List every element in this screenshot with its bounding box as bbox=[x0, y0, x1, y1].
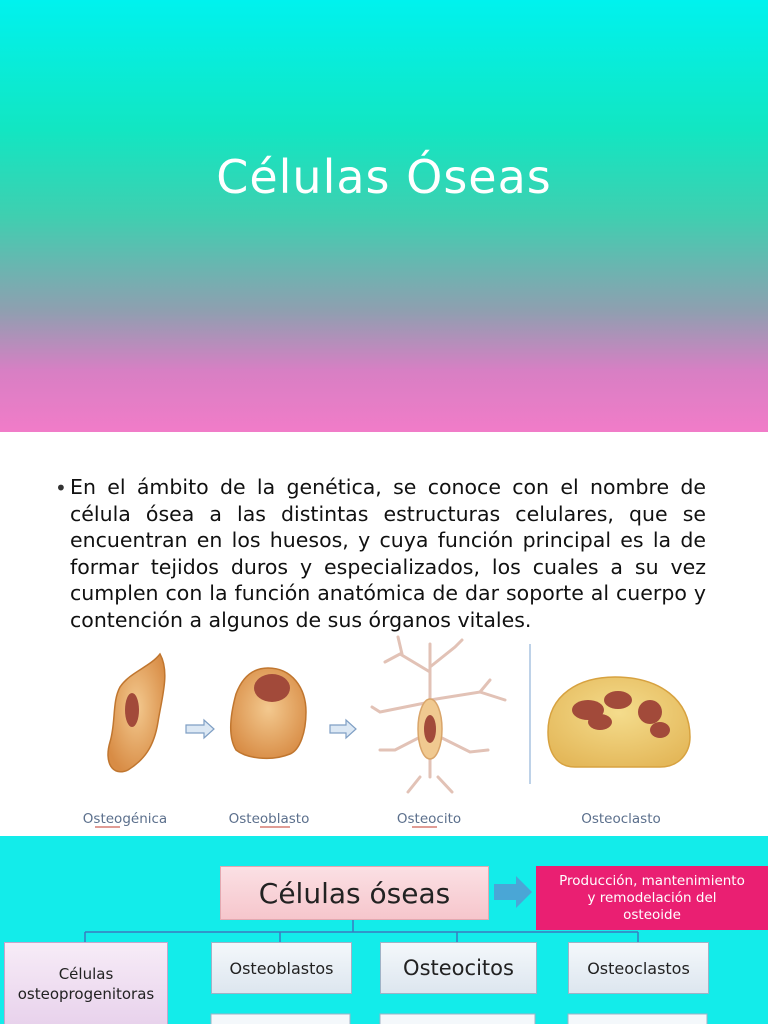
function-box bbox=[536, 866, 768, 930]
osteoclast-cell-image bbox=[548, 677, 690, 767]
osteoprogenitor-box bbox=[4, 942, 168, 1024]
osteocyte-cell-image bbox=[372, 637, 505, 792]
osteocytes-box: Osteocitos bbox=[380, 942, 537, 994]
arrow-icon bbox=[186, 720, 214, 738]
bone-cells-box: Células óseas bbox=[220, 866, 489, 920]
caption-osteoblasto: Osteoblasto bbox=[228, 811, 310, 827]
osteoblast-cell-image bbox=[231, 668, 306, 758]
caption-osteocito: Osteocito bbox=[396, 811, 462, 827]
box-label: Células bbox=[58, 965, 114, 983]
osteoclasts-box: Osteoclastos bbox=[568, 942, 709, 994]
box-label: osteoprogenitoras bbox=[17, 985, 155, 1003]
arrow-right-icon bbox=[494, 876, 532, 908]
osteoblasts-box: Osteoblastos bbox=[211, 942, 352, 994]
slide-title: Células Óseas bbox=[216, 150, 552, 204]
osteogenic-cell-image bbox=[108, 654, 165, 772]
function-line: Producción, mantenimiento bbox=[559, 872, 745, 889]
bone-cells-illustration bbox=[0, 432, 768, 836]
diagram-slide bbox=[0, 836, 768, 1024]
caption-osteoclasto: Osteoclasto bbox=[581, 811, 661, 827]
description-paragraph: En el ámbito de la genética, se conoce con el nombre de célula ósea a las distintas estructuras celulares, que se encuentran en los huesos, y cuya función principal es la de formar tejidos duros y especializados, los cuales a su vez cumplen con la función anatómica de dar soporte al cuerpo y contención a algunos de sus órganos vitales. bbox=[70, 475, 706, 632]
bullet-marker: • bbox=[55, 476, 67, 500]
function-line: osteoide bbox=[623, 906, 681, 923]
content-slide bbox=[0, 432, 768, 836]
arrow-icon bbox=[330, 720, 356, 738]
caption-osteogenica: Osteogénica bbox=[82, 811, 168, 827]
title-slide bbox=[0, 0, 768, 432]
function-line: y remodelación del bbox=[587, 889, 717, 906]
